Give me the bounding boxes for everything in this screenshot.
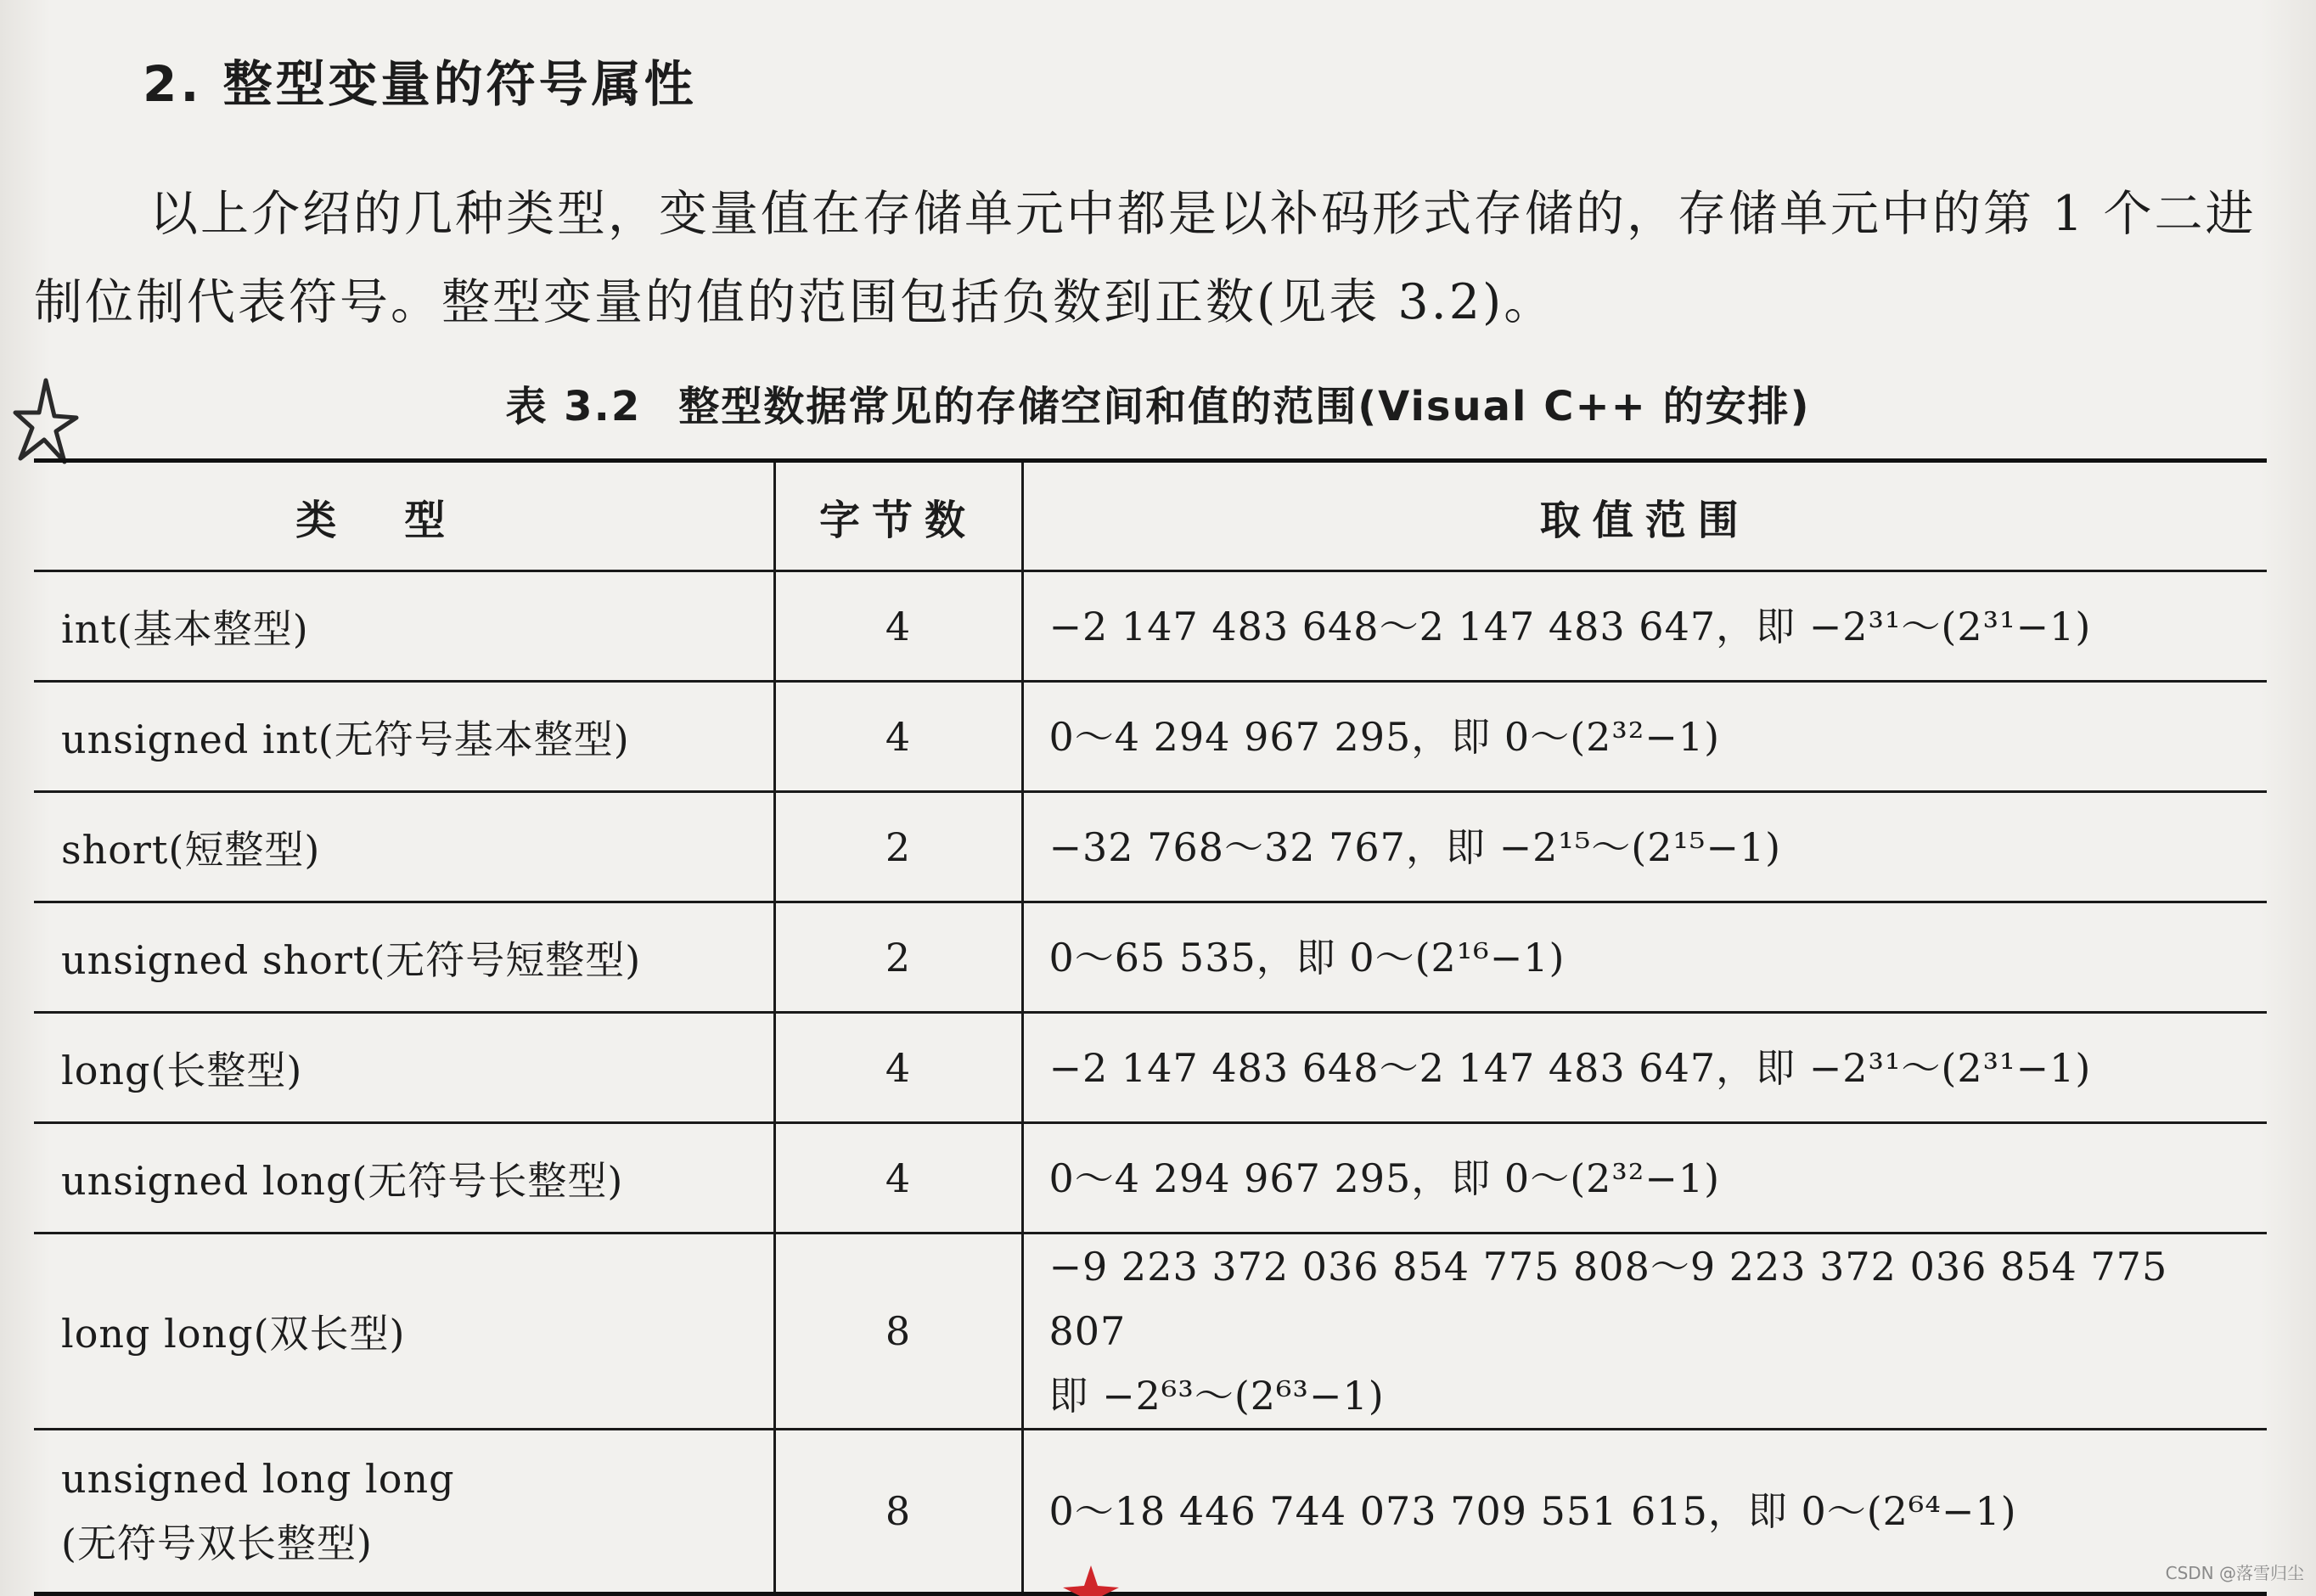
section-heading: 2. 整型变量的符号属性 (143, 55, 697, 113)
table-row (34, 571, 2267, 682)
header-type: 类型 (34, 461, 774, 571)
range-line-1: −9 223 372 036 854 775 808～9 223 372 036 854 775 807 (1048, 1244, 2168, 1354)
range-cell: −2 147 483 648～2 147 483 647，即 −2³¹～(2³¹−1) (1022, 571, 2267, 682)
type-cell: int(基本整型) (34, 571, 774, 682)
type-cell: unsigned short(无符号短整型) (34, 902, 774, 1013)
type-cell: unsigned long(无符号长整型) (34, 1123, 774, 1234)
range-cell: 0～4 294 967 295，即 0～(2³²−1) (1022, 682, 2267, 792)
bytes-cell: 4 (774, 682, 1022, 792)
bytes-cell: 2 (774, 792, 1022, 902)
bytes-cell: 8 (774, 1430, 1022, 1594)
range-cell: 0～65 535，即 0～(2¹⁶−1) (1022, 902, 2267, 1013)
bytes-cell: 4 (774, 571, 1022, 682)
bytes-cell: 4 (774, 1013, 1022, 1123)
table-caption (0, 374, 2316, 432)
header-range: 取值范围 (1022, 461, 2267, 571)
red-star-icon (1061, 1562, 1121, 1596)
type-cell: long long(双长型) (34, 1234, 774, 1430)
header-bytes: 字节数 (774, 461, 1022, 571)
table-row (34, 1123, 2267, 1234)
range-cell: −32 768～32 767，即 −2¹⁵～(2¹⁵−1) (1022, 792, 2267, 902)
watermark: CSDN @落雪归尘 (2165, 1563, 2304, 1583)
type-line-2: (无符号双长整型) (61, 1520, 373, 1566)
type-cell: unsigned int(无符号基本整型) (34, 682, 774, 792)
table-row (34, 792, 2267, 902)
table-row (34, 682, 2267, 792)
table-row (34, 1234, 2267, 1430)
table-row (34, 1430, 2267, 1594)
bytes-cell: 8 (774, 1234, 1022, 1430)
table-row (34, 1013, 2267, 1123)
range-line-2: 即 −2⁶³～(2⁶³−1) (1048, 1373, 1385, 1419)
type-cell: short(短整型) (34, 792, 774, 902)
body-paragraph: 以上介绍的几种类型，变量值在存储单元中都是以补码形式存储的，存储单元中的第 1 个二进制位制代表符号。整型变量的值的范围包括负数到正数(见表 3.2)。 (34, 186, 2257, 330)
range-cell: 0～4 294 967 295，即 0～(2³²−1) (1022, 1123, 2267, 1234)
table-row (34, 902, 2267, 1013)
range-cell (1022, 1234, 2267, 1430)
table-header-row (34, 461, 2267, 571)
range-cell: −2 147 483 648～2 147 483 647，即 −2³¹～(2³¹−1) (1022, 1013, 2267, 1123)
type-line-1: unsigned long long (61, 1456, 455, 1502)
type-cell: long(长整型) (34, 1013, 774, 1123)
bytes-cell: 4 (774, 1123, 1022, 1234)
integer-types-table (34, 458, 2267, 1596)
bytes-cell: 2 (774, 902, 1022, 1013)
caption-number: 表 3.2 (505, 383, 642, 430)
range-cell: 0～18 446 744 073 709 551 615，即 0～(2⁶⁴−1) (1022, 1430, 2267, 1594)
caption-title: 整型数据常见的存储空间和值的范围(Visual C++ 的安排) (678, 383, 1811, 430)
type-cell (34, 1430, 774, 1594)
